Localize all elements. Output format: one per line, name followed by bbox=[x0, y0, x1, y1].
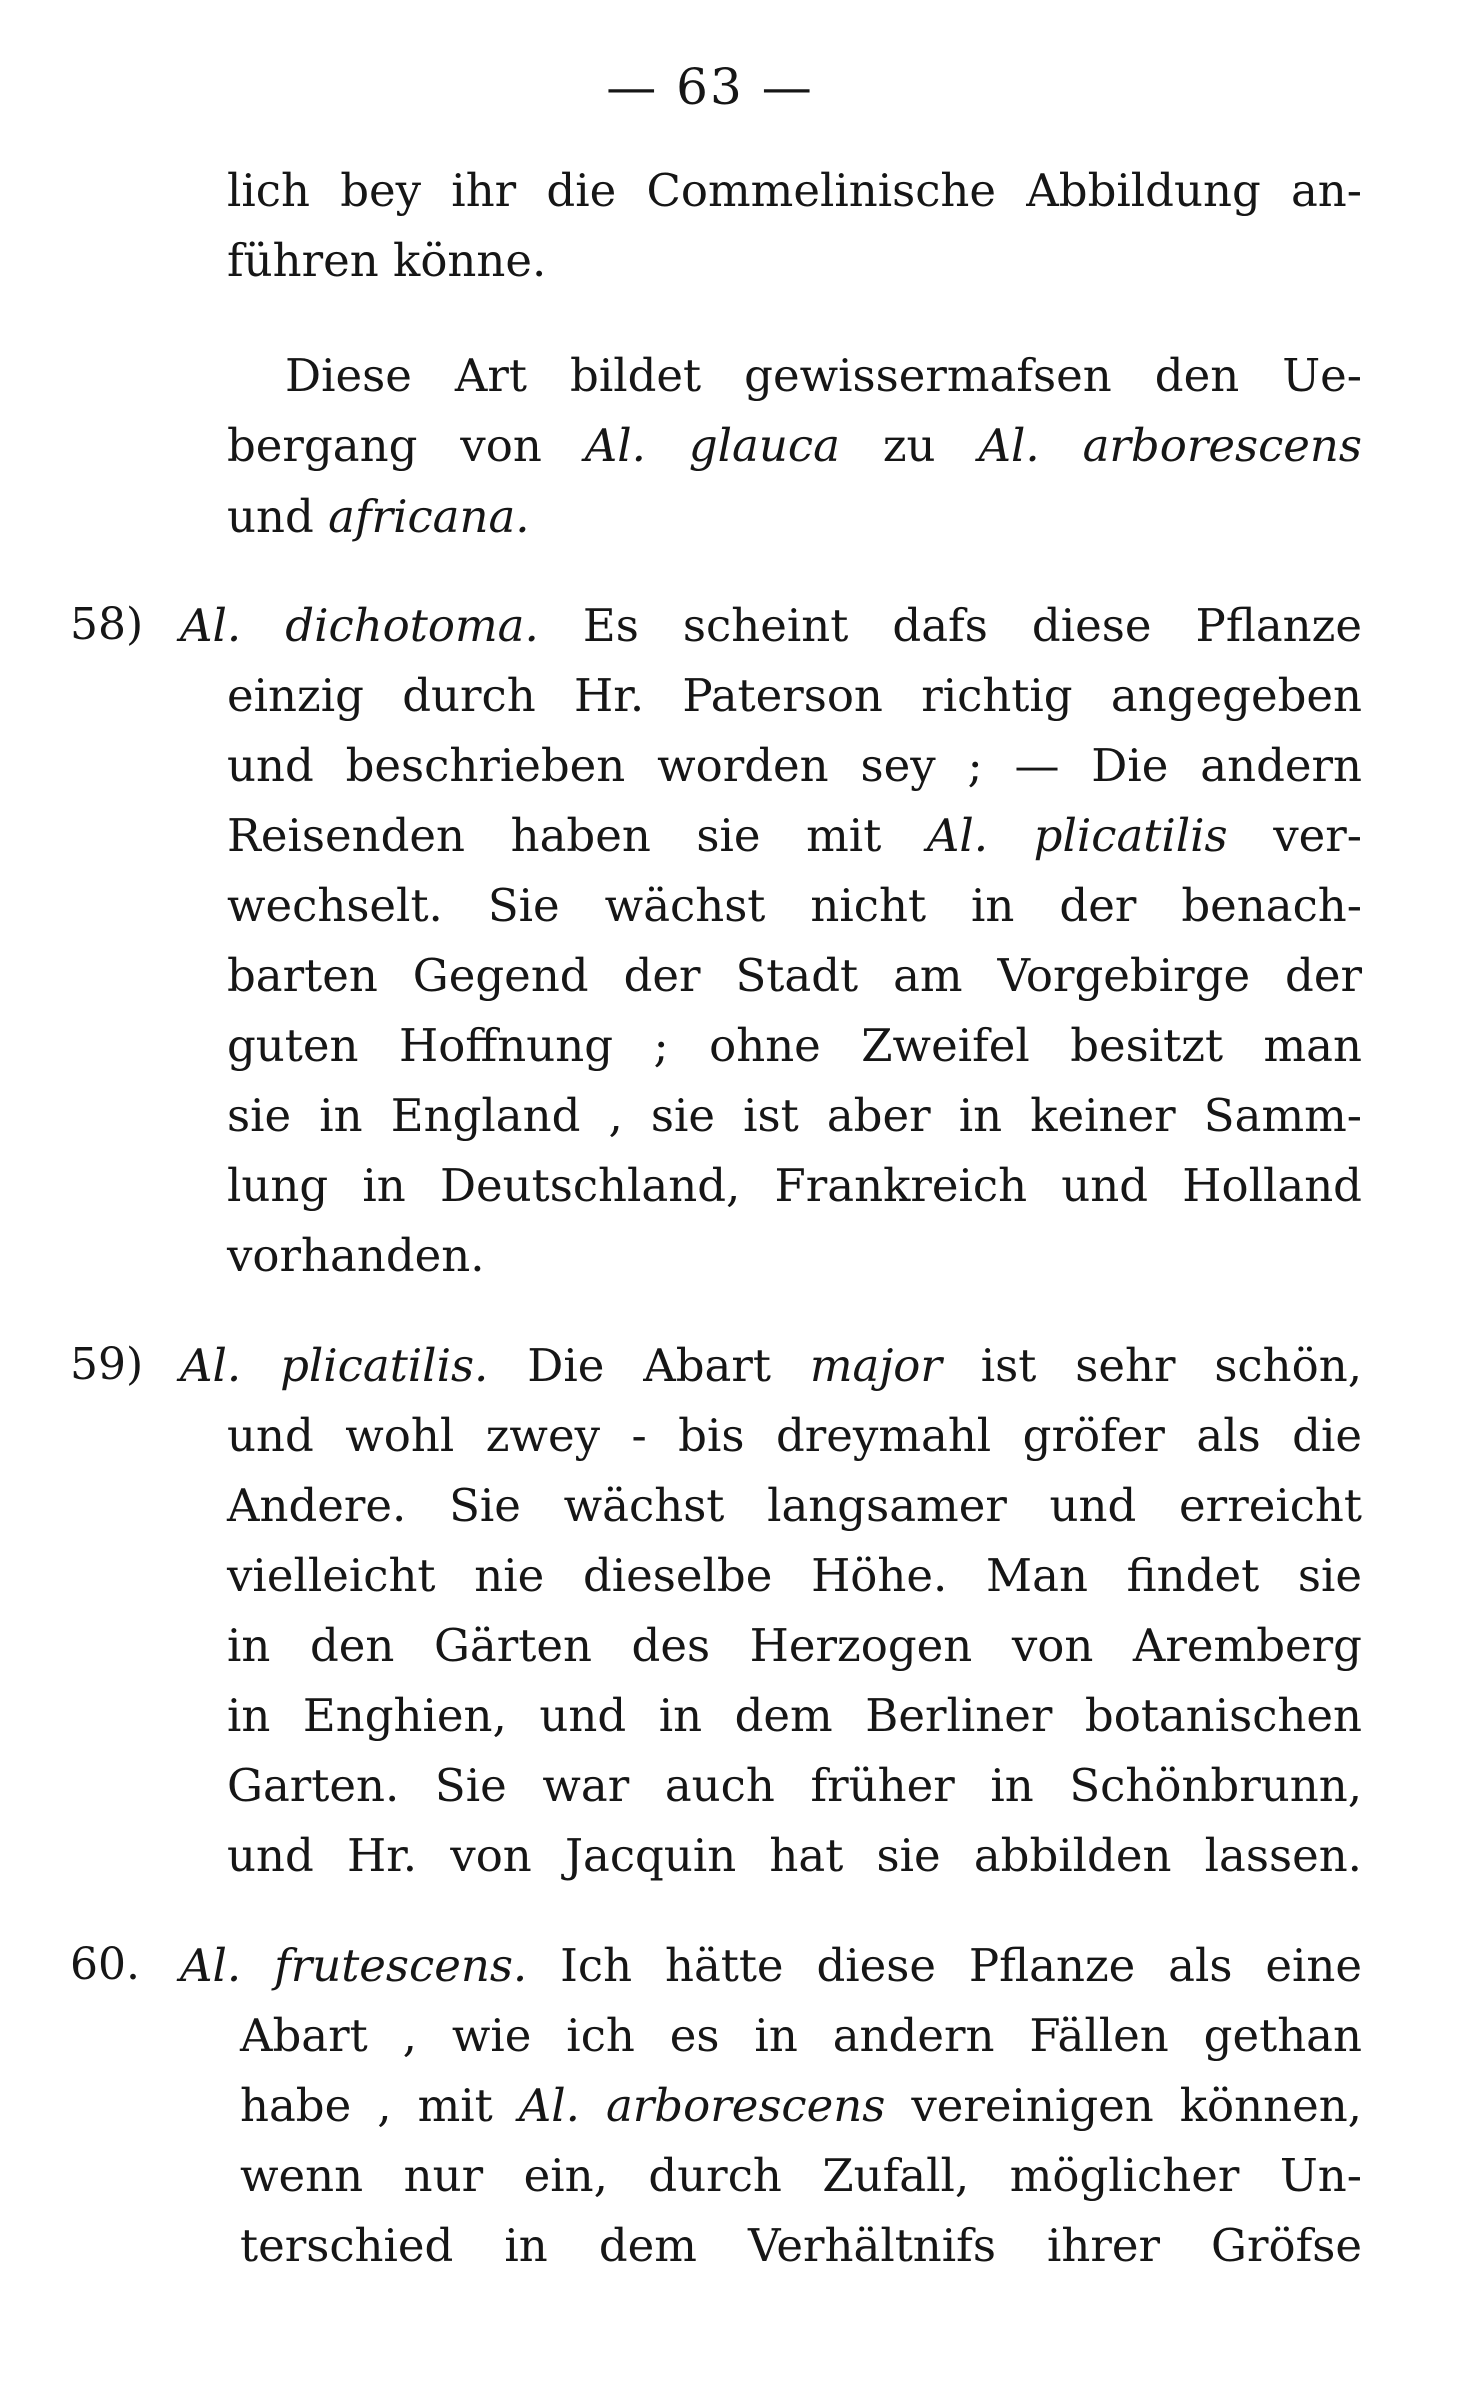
text-line: und beschrieben worden sey ; — Die andern bbox=[227, 739, 1362, 792]
text-line: wechselt. Sie wächst nicht in der benach- bbox=[227, 879, 1362, 932]
text-span: Die Abart bbox=[488, 1339, 810, 1392]
text-span: Es scheint dafs diese Pflanze bbox=[538, 599, 1362, 652]
text-line: und Hr. von Jacquin hat sie abbilden lassen. bbox=[227, 1829, 1362, 1882]
text-line: einzig durch Hr. Paterson richtig angegeben bbox=[227, 669, 1362, 722]
text-line bbox=[240, 2079, 1362, 2132]
text-span: ist sehr schön, bbox=[941, 1339, 1362, 1392]
text-span: ver- bbox=[1227, 809, 1362, 862]
text-line bbox=[180, 1939, 1363, 1992]
text-line: barten Gegend der Stadt am Vorgebirge der bbox=[227, 949, 1362, 1002]
text-line: in Enghien, und in dem Berliner botanischen bbox=[227, 1689, 1362, 1742]
text-span: Ich hätte diese Pflanze als eine bbox=[527, 1939, 1363, 1992]
species-name: Al. plicatilis. bbox=[180, 1339, 489, 1392]
text-line: sie in England , sie ist aber in keiner Samm- bbox=[227, 1089, 1362, 1142]
text-line: vielleicht nie dieselbe Höhe. Man findet sie bbox=[227, 1549, 1362, 1602]
text-span: vereinigen können, bbox=[885, 2079, 1362, 2132]
text-line: und wohl zwey - bis dreymahl gröfer als die bbox=[227, 1409, 1362, 1462]
variety-name: major bbox=[809, 1339, 942, 1392]
text-line: Abart , wie ich es in andern Fällen gethan bbox=[240, 2009, 1362, 2062]
entry-number: 60. bbox=[70, 1939, 140, 1990]
text-line: Garten. Sie war auch früher in Schönbrunn, bbox=[227, 1759, 1362, 1812]
text-line bbox=[180, 599, 1362, 652]
text-span: bergang von bbox=[227, 419, 585, 472]
text-line: wenn nur ein, durch Zufall, möglicher Un- bbox=[240, 2149, 1362, 2202]
text-line: vorhanden. bbox=[227, 1229, 485, 1282]
text-line: terschied in dem Verhältnifs ihrer Gröfse bbox=[240, 2219, 1362, 2272]
entry-number: 59) bbox=[70, 1339, 144, 1390]
text-line bbox=[227, 809, 1362, 862]
text-span: Reisenden haben sie mit bbox=[227, 809, 927, 862]
species-name: Al. arborescens bbox=[978, 419, 1362, 472]
text-span: und bbox=[227, 490, 329, 543]
text-line bbox=[227, 490, 530, 543]
text-line: in den Gärten des Herzogen von Aremberg bbox=[227, 1619, 1362, 1672]
species-name: Al. plicatilis bbox=[926, 809, 1228, 862]
text-line bbox=[180, 1339, 1362, 1392]
text-line: Andere. Sie wächst langsamer und erreicht bbox=[227, 1479, 1362, 1532]
text-line: lung in Deutschland, Frankreich und Holland bbox=[227, 1159, 1362, 1212]
species-name: Al. arborescens bbox=[518, 2079, 886, 2132]
entry-number: 58) bbox=[70, 599, 144, 650]
species-name: Al. dichotoma. bbox=[180, 599, 539, 652]
text-line bbox=[227, 419, 1362, 472]
text-line: guten Hoffnung ; ohne Zweifel besitzt man bbox=[227, 1019, 1362, 1072]
species-name: Al. frutescens. bbox=[180, 1939, 528, 1992]
page-number: — 63 — bbox=[606, 58, 814, 116]
text-span: habe , mit bbox=[240, 2079, 519, 2132]
text-line: Diese Art bildet gewissermafsen den Ue- bbox=[285, 349, 1362, 402]
species-name: Al. glauca bbox=[584, 419, 840, 472]
text-line: führen könne. bbox=[227, 234, 547, 287]
text-line: lich bey ihr die Commelinische Abbildung an- bbox=[227, 164, 1362, 217]
text-span: zu bbox=[839, 419, 979, 472]
species-name: africana. bbox=[328, 490, 530, 543]
